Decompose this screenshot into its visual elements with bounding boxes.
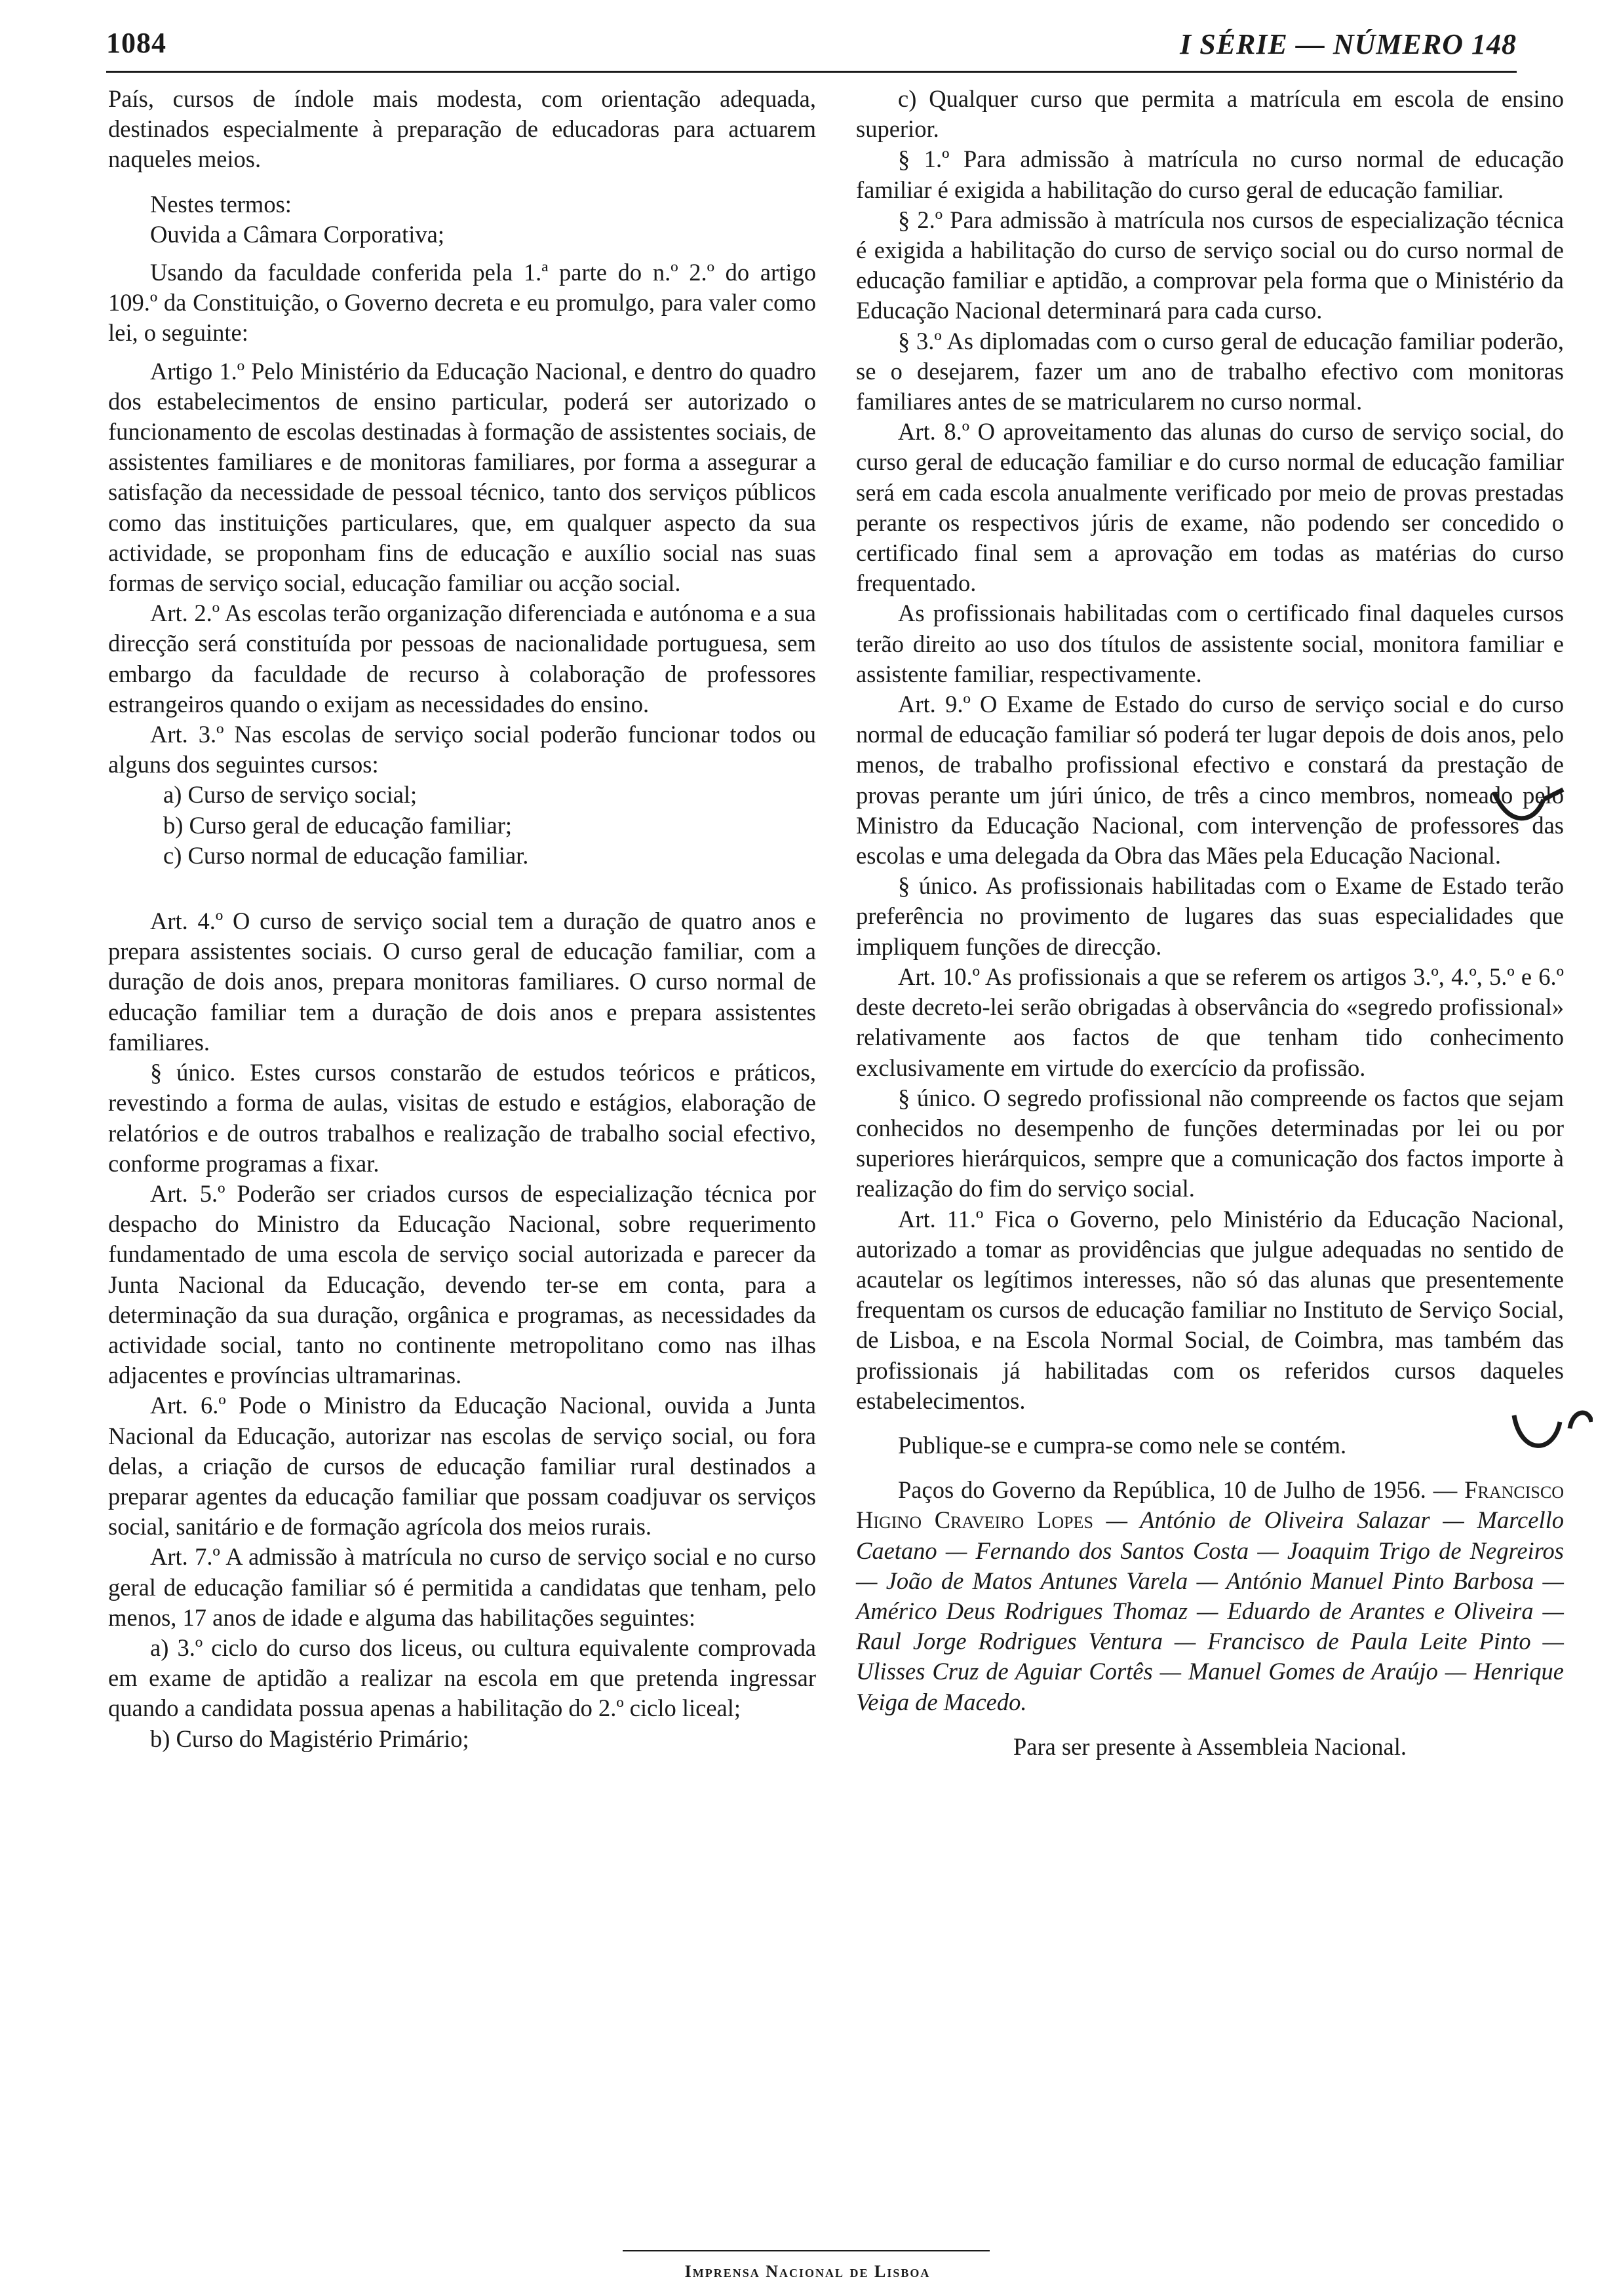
intro-continuation: País, cursos de índole mais modesta, com orientação adequada, destinados especialmente à preparação de educadoras para actuarem naqueles meios.	[108, 85, 816, 173]
series-number: I SÉRIE — NÚMERO 148	[1180, 28, 1517, 60]
nestes-termos: Nestes termos:	[150, 190, 292, 218]
signature-date: Paços do Governo da República, 10 de Julho de 1956. —	[898, 1476, 1465, 1504]
article-7-paragraph-3: § 3.º As diplomadas com o curso geral de educação familiar poderão, se o desejarem, fazer um ano de trabalho efectivo com monitoras familiares antes de se matricularem no curso normal.	[856, 327, 1564, 415]
article-9: Art. 9.º O Exame de Estado do curso de serviço social e do curso normal de educação familiar só poderá ter lugar depois de dois anos, pelo menos, de trabalho profissional efectivo e constará da prestação de provas perante um júri único, de três a cinco membros, nomeado pelo Ministro da Educação Nacional, com intervenção de professores das escolas e uma delegada da Obra das Mães pela Educação Nacional.	[856, 691, 1564, 870]
signatures	[856, 1475, 1564, 1717]
article-8: Art. 8.º O aproveitamento das alunas do curso de serviço social, do curso geral de educação familiar e do curso normal de educação familiar será em cada escola anualmente verificado por meio de provas prestadas perante os respectivos júris de exame, não podendo ser concedido o certificado final sem a aprovação em todas as matérias do curso frequentado.	[856, 418, 1564, 597]
margin-pen-mark-icon	[1488, 786, 1566, 839]
article-5: Art. 5.º Poderão ser criados cursos de especialização técnica por despacho do Ministro da Educação Nacional, sobre requerimento fundamentado de uma escola de serviço social autorizada e parecer da Junta Nacional da Educação, devendo ter-se em conta, para a determinação da sua duração, orgânica e programas, as necessidades da actividade social, tanto no continente metropolitano como nas ilhas adjacentes e províncias ultramarinas.	[108, 1179, 816, 1389]
article-4-unico: § único. Estes cursos constarão de estudos teóricos e práticos, revestindo a forma de aulas, visitas de estudo e estágios, elaboração de relatórios e de outros trabalhos e realização de trabalho social efectivo, conforme programas a fixar.	[108, 1059, 816, 1177]
article-4: Art. 4.º O curso de serviço social tem a duração de quatro anos e prepara assistentes sociais. O curso geral de educação familiar, com a duração de dois anos, prepara monitoras familiares. O curso normal de educação familiar tem a duração de dois anos e prepara assistentes familiares.	[108, 908, 816, 1056]
camara-corporativa: Ouvida a Câmara Corporativa;	[150, 220, 444, 248]
article-1: Artigo 1.º Pelo Ministério da Educação Nacional, e dentro do quadro dos estabelecimentos de ensino particular, poderá ser autorizado o funcionamento de escolas destinadas à formação de assistentes sociais, de assistentes familiares e de monitoras familiares, por forma a assegurar a satisfação da necessidade de pessoal técnico, tanto dos serviços públicos como das instituições particulares, que, em qualquer aspecto da sua actividade, se proponham fins de educação e auxílio social nas suas formas de serviço social, educação familiar ou acção social.	[108, 357, 816, 597]
article-7-item-a: a) 3.º ciclo do curso dos liceus, ou cultura equivalente comprovada em exame de aptidão a realizar na escola em que pretenda ingressar quando a candidata possua apenas a habilitação do 2.º ciclo liceal;	[108, 1634, 816, 1722]
article-7-item-c: c) Qualquer curso que permita a matrícula em escola de ensino superior.	[856, 85, 1564, 143]
article-3: Art. 3.º Nas escolas de serviço social poderão funcionar todos ou alguns dos seguintes cursos:	[108, 721, 816, 778]
article-3-item-a: a) Curso de serviço social;	[163, 781, 418, 809]
publication-order: Publique-se e cumpra-se como nele se contém.	[898, 1431, 1347, 1459]
article-6: Art. 6.º Pode o Ministro da Educação Nacional, ouvida a Junta Nacional da Educação, autorizar nas escolas de serviço social, ou fora delas, a criação de cursos de educação familiar rural destinados a preparar agentes da educação familiar que possam coadjuvar os serviços social, sanitário e de formação agrícola dos meios rurais.	[108, 1392, 816, 1540]
article-2: Art. 2.º As escolas terão organização diferenciada e autónoma e a sua direcção será constituída por pessoas de nacionalidade portuguesa, sem embargo da faculdade de recurso à colaboração de professores estrangeiros quando o exijam as necessidades do ensino.	[108, 600, 816, 718]
article-8-titles: As profissionais habilitadas com o certificado final daqueles cursos terão direito ao uso dos títulos de assistente social, monitora familiar e assistente familiar, respectivamente.	[856, 600, 1564, 687]
article-7-paragraph-2: § 2.º Para admissão à matrícula nos cursos de especialização técnica é exigida a habilitação do curso de serviço social ou do curso normal de educação familiar e aptidão, a comprovar pela forma que o Ministério da Educação Nacional determinará para cada curso.	[856, 206, 1564, 324]
article-7-item-b: b) Curso do Magistério Primário;	[150, 1725, 469, 1752]
right-column	[856, 84, 1564, 1762]
left-column	[108, 84, 816, 1754]
article-7: Art. 7.º A admissão à matrícula no curso de serviço social e no curso geral de educação familiar só é permitida a candidatas que tenham, pelo menos, 17 anos de idade e alguma das habilitações seguintes:	[108, 1543, 816, 1631]
article-7-paragraph-1: § 1.º Para admissão à matrícula no curso normal de educação familiar é exigida a habilitação do curso geral de educação familiar.	[856, 145, 1564, 203]
enacting-clause: Usando da faculdade conferida pela 1.ª parte do n.º 2.º do artigo 109.º da Constituição, o Governo decreta e eu promulgo, para valer como lei, o seguinte:	[108, 259, 816, 347]
article-10-unico: § único. O segredo profissional não compreende os factos que sejam conhecidos no desempenho de funções determinadas por lei ou por superiores hierárquicos, sempre que a comunicação dos factos importe à realização do fim do serviço social.	[856, 1084, 1564, 1202]
article-9-unico: § único. As profissionais habilitadas com o Exame de Estado terão preferência no provimento de lugares das suas especialidades que impliquem funções de direcção.	[856, 872, 1564, 960]
page-number: 1084	[106, 27, 166, 59]
article-3-item-c: c) Curso normal de educação familiar.	[163, 841, 529, 869]
minister-names: — António de Oliveira Salazar — Marcello Caetano — Fernando dos Santos Costa — Joaquim Trigo de Negreiros — João de Matos Antunes Varela — António Manuel Pinto Barbosa — Américo Deus Rodrigues Thomaz — Eduardo de Arantes e Oliveira — Raul Jorge Rodrigues Ventura — Francisco de Paula Leite Pinto — Ulisses Cruz de Aguiar Cortês — Manuel Gomes de Araújo — Henrique Veiga de Macedo.	[856, 1506, 1564, 1715]
article-10: Art. 10.º As profissionais a que se referem os artigos 3.º, 4.º, 5.º e 6.º deste decreto-lei serão obrigadas à observância do «segredo profissional» relativamente aos factos de que tenham tido conhecimento exclusivamente em virtude do exercício da profissão.	[856, 963, 1564, 1081]
president-name: Francisco Higino Craveiro Lopes	[856, 1476, 1564, 1534]
header-rule	[106, 71, 1517, 73]
margin-pen-mark-icon	[1508, 1402, 1593, 1461]
printer-imprint: Imprensa Nacional de Lisboa	[684, 2262, 931, 2281]
article-11: Art. 11.º Fica o Governo, pelo Ministério da Educação Nacional, autorizado a tomar as providências que julgue adequadas no sentido de acautelar os legítimos interesses, não só das alunas que presentemente frequentam os cursos de educação familiar no Instituto de Serviço Social, de Lisboa, e na Escola Normal Social, de Coimbra, mas também das profissionais já habilitadas com os referidos cursos daqueles estabelecimentos.	[856, 1205, 1564, 1414]
footer-rule	[623, 2250, 990, 2251]
assembly-note: Para ser presente à Assembleia Nacional.	[1013, 1732, 1407, 1760]
article-3-item-b: b) Curso geral de educação familiar;	[163, 811, 513, 839]
